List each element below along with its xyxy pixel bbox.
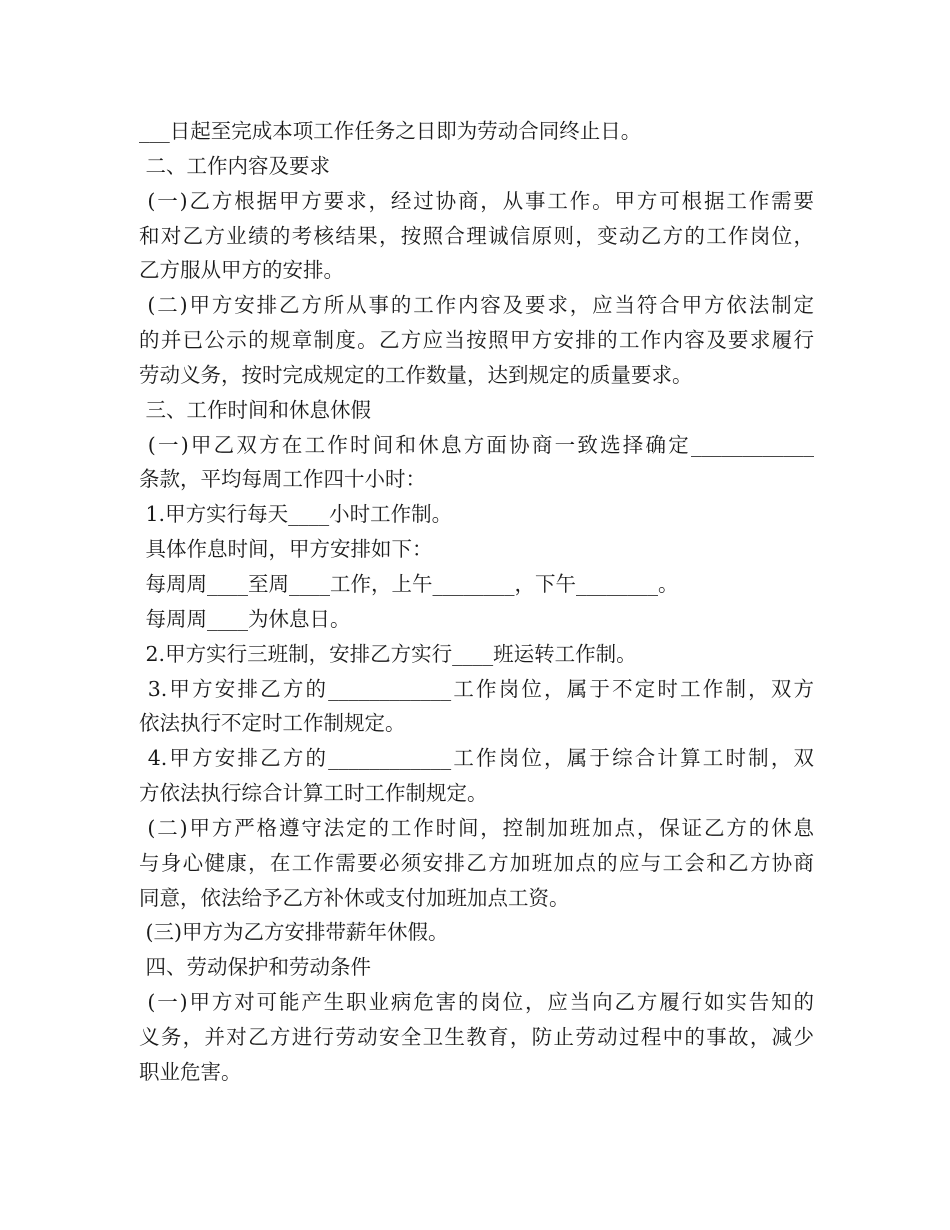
text-line: 条款，平均每周工作四十小时： (139, 467, 426, 492)
text-line: 3.甲方安排乙方的____________工作岗位，属于不定时工作制，双方 (139, 676, 814, 701)
text-line: (一)甲乙双方在工作时间和休息方面协商一致选择确定____________ (139, 432, 814, 457)
text-line: 乙方服从甲方的安排。 (139, 258, 344, 283)
text-line: 1.甲方实行每天____小时工作制。 (139, 502, 453, 527)
text-line: (一)乙方根据甲方要求，经过协商，从事工作。甲方可根据工作需要 (139, 188, 814, 213)
text-line: (二)甲方安排乙方所从事的工作内容及要求，应当符合甲方依法制定 (139, 293, 814, 318)
text-line: 职业危害。 (139, 1059, 242, 1084)
text-line: 每周周____为休息日。 (139, 606, 351, 631)
text-line: 同意，依法给予乙方补休或支付加班加点工资。 (139, 885, 570, 910)
text-line: 的并已公示的规章制度。乙方应当按照甲方安排的工作内容及要求履行 (139, 328, 814, 353)
text-line: (一)甲方对可能产生职业病危害的岗位，应当向乙方履行如实告知的 (139, 990, 814, 1015)
text-line: 4.甲方安排乙方的____________工作岗位，属于综合计算工时制，双 (139, 746, 814, 771)
document-body (139, 114, 814, 1090)
text-line: 三、工作时间和休息休假 (139, 397, 372, 422)
text-line: 劳动义务，按时完成规定的工作数量，达到规定的质量要求。 (139, 362, 693, 387)
text-line: 二、工作内容及要求 (139, 153, 331, 178)
text-line: (三)甲方为乙方安排带薪年休假。 (139, 920, 449, 945)
text-line: 四、劳动保护和劳动条件 (139, 955, 372, 980)
text-line: 2.甲方实行三班制，安排乙方实行____班运转工作制。 (139, 641, 637, 666)
text-line: ___日起至完成本项工作任务之日即为劳动合同终止日。 (139, 119, 642, 143)
text-line: 义务，并对乙方进行劳动安全卫生教育，防止劳动过程中的事故，减少 (139, 1024, 814, 1049)
text-line: 方依法执行综合计算工时工作制规定。 (139, 781, 488, 806)
text-line: 和对乙方业绩的考核结果，按照合理诚信原则，变动乙方的工作岗位， (139, 223, 814, 248)
text-line: 依法执行不定时工作制规定。 (139, 711, 406, 736)
text-line: 每周周____至周____工作，上午________，下午________。 (139, 571, 679, 596)
text-line: 具体作息时间，甲方安排如下： (139, 537, 433, 562)
text-line: (二)甲方严格遵守法定的工作时间，控制加班加点，保证乙方的休息 (139, 815, 814, 840)
text-line: 与身心健康，在工作需要必须安排乙方加班加点的应与工会和乙方协商 (139, 850, 814, 875)
